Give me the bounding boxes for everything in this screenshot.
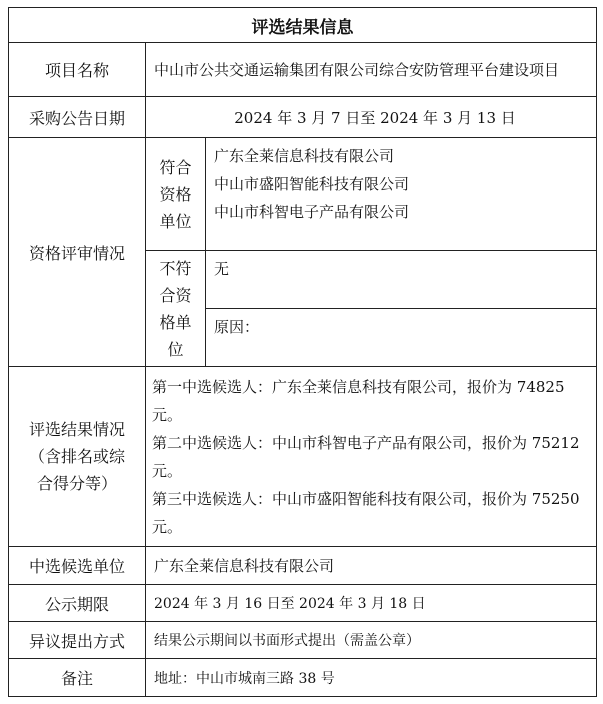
winner-label: 中选候选单位 (9, 547, 146, 585)
qualified-label-line: 符合 (159, 157, 192, 177)
date-value: 2024 年 3 月 7 日至 2024 年 3 月 13 日 (146, 97, 597, 138)
objection-label: 异议提出方式 (9, 622, 146, 659)
period-label: 公示期限 (9, 585, 146, 622)
qualified-unit: 广东全莱信息科技有限公司 (214, 147, 395, 165)
qualified-unit: 中山市盛阳智能科技有限公司 (214, 175, 410, 193)
unqualified-label (146, 251, 206, 367)
date-label: 采购公告日期 (9, 97, 146, 138)
qualified-label-line: 资格 (159, 184, 192, 204)
qualified-unit: 中山市科智电子产品有限公司 (214, 203, 410, 221)
winner-value: 广东全莱信息科技有限公司 (146, 547, 597, 585)
results-value (146, 367, 597, 547)
table-title: 评选结果信息 (9, 8, 597, 43)
unqualified-label-line: 格单 (159, 312, 192, 332)
unqualified-label-line: 合资 (159, 285, 192, 305)
qualification-label: 资格评审情况 (9, 138, 146, 367)
objection-value: 结果公示期间以书面形式提出（需盖公章） (146, 622, 597, 659)
unqualified-label-line: 位 (167, 339, 184, 359)
results-label-line: 合得分等） (36, 474, 117, 493)
qualified-label-line: 单位 (159, 211, 192, 231)
unqualified-reason: 原因： (206, 309, 597, 367)
qualified-units (206, 138, 597, 251)
remarks-value: 地址：中山市城南三路 38 号 (146, 659, 597, 697)
results-line: 第二中选候选人：中山市科智电子产品有限公司，报价为 75212 元。 (152, 433, 580, 480)
results-line: 第一中选候选人：广东全莱信息科技有限公司，报价为 74825 元。 (152, 377, 565, 424)
results-line: 第三中选候选人：中山市盛阳智能科技有限公司，报价为 75250 元。 (152, 489, 580, 536)
project-label: 项目名称 (9, 43, 146, 97)
remarks-label: 备注 (9, 659, 146, 697)
qualified-label (146, 138, 206, 251)
result-table (8, 7, 597, 697)
results-label (9, 367, 146, 547)
unqualified-value: 无 (206, 251, 597, 309)
project-value: 中山市公共交通运输集团有限公司综合安防管理平台建设项目 (146, 43, 597, 97)
results-label-line: （含排名或综 (28, 447, 125, 466)
period-value: 2024 年 3 月 16 日至 2024 年 3 月 18 日 (146, 585, 597, 622)
results-label-line: 评选结果情况 (28, 420, 125, 439)
unqualified-label-line: 不符 (159, 258, 192, 278)
